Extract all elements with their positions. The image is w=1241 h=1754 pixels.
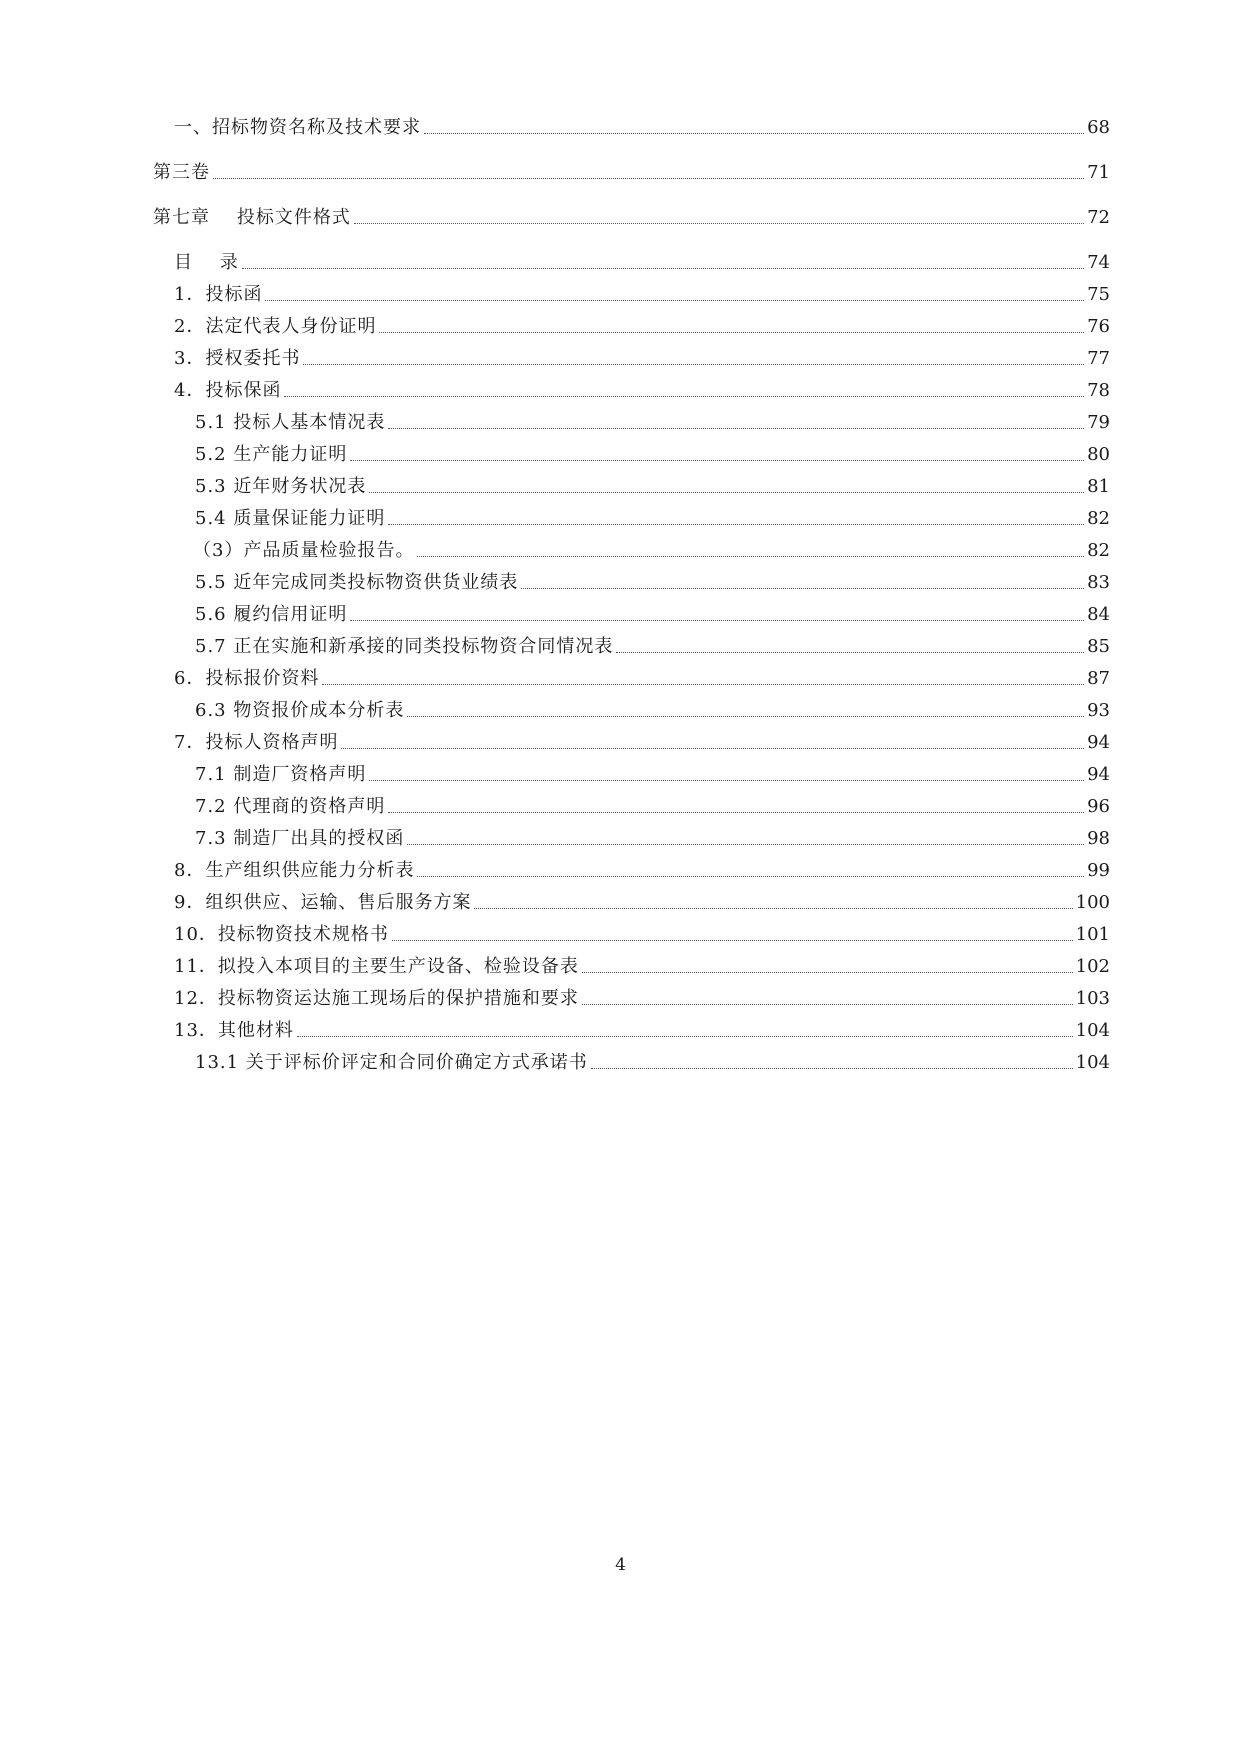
toc-entry-label: 12．投标物资运达施工现场后的保护措施和要求 — [174, 988, 579, 1009]
toc-leader — [388, 812, 1084, 813]
toc-entry-page: 94 — [1087, 764, 1110, 785]
toc-entry — [0, 202, 1241, 230]
toc-entry-page: 71 — [1087, 162, 1110, 183]
toc-entry-page: 75 — [1087, 284, 1110, 305]
toc-entry-label: 13.1 关于评标价评定和合同价确定方式承诺书 — [195, 1052, 588, 1073]
toc-leader — [521, 588, 1084, 589]
toc-entry-label: 11．拟投入本项目的主要生产设备、检验设备表 — [174, 956, 579, 977]
toc-entry — [0, 439, 1241, 467]
toc-link[interactable] — [195, 407, 1110, 435]
toc-entry-label: 5.2 生产能力证明 — [195, 444, 348, 465]
toc-entry-label: 5.1 投标人基本情况表 — [195, 412, 386, 433]
toc-entry-label: 8．生产组织供应能力分析表 — [174, 860, 415, 881]
toc-entry-page: 104 — [1075, 1052, 1110, 1073]
toc-leader — [417, 556, 1084, 557]
toc-link[interactable] — [195, 439, 1110, 467]
toc-link[interactable] — [195, 823, 1110, 851]
toc-entry — [0, 279, 1241, 307]
toc-entry-label: 5.7 正在实施和新承接的同类投标物资合同情况表 — [195, 636, 614, 657]
toc-entry-label: 第三卷 — [153, 162, 210, 183]
toc-entry — [0, 631, 1241, 659]
toc-link[interactable] — [174, 1015, 1110, 1043]
toc-entry-page: 102 — [1075, 956, 1110, 977]
toc-entry-label: 10．投标物资技术规格书 — [174, 924, 389, 945]
toc-entry-label: 目 录 — [174, 252, 239, 273]
toc-entry — [0, 599, 1241, 627]
toc-entry-label: 9．组织供应、运输、售后服务方案 — [174, 892, 472, 913]
toc-entry — [0, 1015, 1241, 1043]
toc-leader — [369, 780, 1084, 781]
toc-leader — [284, 396, 1084, 397]
toc-link[interactable] — [195, 759, 1110, 787]
toc-link[interactable] — [174, 375, 1110, 403]
toc-entry-page: 81 — [1087, 476, 1110, 497]
toc-entry-label: 7．投标人资格声明 — [174, 732, 339, 753]
toc-leader — [388, 428, 1084, 429]
toc-entry-page: 72 — [1087, 207, 1110, 228]
toc-leader — [582, 972, 1073, 973]
toc-entry — [0, 1047, 1241, 1075]
toc-entry — [0, 663, 1241, 691]
toc-entry — [0, 112, 1241, 140]
toc-link[interactable] — [174, 983, 1110, 1011]
toc-link[interactable] — [174, 887, 1110, 915]
toc-entry — [0, 567, 1241, 595]
toc-entry-page: 84 — [1087, 604, 1110, 625]
toc-entry — [0, 503, 1241, 531]
toc-entry-label: 2．法定代表人身份证明 — [174, 316, 377, 337]
toc-entry-page: 68 — [1087, 117, 1110, 138]
toc-link[interactable] — [174, 663, 1110, 691]
toc-entry-label: 5.3 近年财务状况表 — [195, 476, 367, 497]
toc-leader — [350, 460, 1084, 461]
toc-entry-page: 82 — [1087, 540, 1110, 561]
toc-entry — [0, 887, 1241, 915]
toc-link[interactable] — [174, 247, 1110, 275]
toc-link[interactable] — [195, 1047, 1110, 1075]
toc-link[interactable] — [195, 503, 1110, 531]
toc-leader — [582, 1004, 1073, 1005]
toc-link[interactable] — [195, 695, 1110, 723]
toc-leader — [392, 940, 1073, 941]
toc-entry — [0, 407, 1241, 435]
toc-leader — [474, 908, 1072, 909]
toc-entry-page: 96 — [1087, 796, 1110, 817]
toc-leader — [303, 364, 1084, 365]
toc-entry-page: 94 — [1087, 732, 1110, 753]
toc-entry — [0, 343, 1241, 371]
toc-leader — [322, 684, 1084, 685]
toc-entry-page: 99 — [1087, 860, 1110, 881]
toc-leader — [341, 748, 1084, 749]
toc-link[interactable] — [153, 202, 1110, 230]
toc-entry-page: 85 — [1087, 636, 1110, 657]
toc-entry-label: 4．投标保函 — [174, 380, 282, 401]
page-number: 4 — [615, 1555, 626, 1575]
toc-leader — [354, 223, 1084, 224]
toc-entry-page: 83 — [1087, 572, 1110, 593]
toc-leader — [417, 876, 1084, 877]
toc-entry-page: 77 — [1087, 348, 1110, 369]
toc-link[interactable] — [174, 311, 1110, 339]
toc-entry — [0, 535, 1241, 563]
toc-link[interactable] — [195, 631, 1110, 659]
toc-entry-page: 93 — [1087, 700, 1110, 721]
toc-link[interactable] — [195, 567, 1110, 595]
toc-entry-label: 7.2 代理商的资格声明 — [195, 796, 386, 817]
toc-entry — [0, 983, 1241, 1011]
toc-entry-page: 82 — [1087, 508, 1110, 529]
toc-entry-label: 6.3 物资报价成本分析表 — [195, 700, 405, 721]
toc-link[interactable] — [174, 919, 1110, 947]
toc-entry — [0, 919, 1241, 947]
toc-entry — [0, 791, 1241, 819]
toc-link[interactable] — [174, 727, 1110, 755]
toc-entry-page: 103 — [1075, 988, 1110, 1009]
toc-leader — [407, 716, 1084, 717]
toc-link[interactable] — [174, 343, 1110, 371]
toc-link[interactable] — [195, 599, 1110, 627]
toc-link[interactable] — [174, 951, 1110, 979]
toc-entry-page: 78 — [1087, 380, 1110, 401]
toc-entry-label: 第七章 投标文件格式 — [153, 207, 351, 228]
toc-entry-label: 5.4 质量保证能力证明 — [195, 508, 386, 529]
toc-leader — [369, 492, 1084, 493]
toc-entry-page: 76 — [1087, 316, 1110, 337]
toc-entry-label: 6．投标报价资料 — [174, 668, 320, 689]
toc-entry — [0, 695, 1241, 723]
toc-link[interactable] — [174, 855, 1110, 883]
toc-leader — [591, 1068, 1073, 1069]
toc-leader — [242, 268, 1084, 269]
toc-entry-page: 74 — [1087, 252, 1110, 273]
toc-entry-label: 7.1 制造厂资格声明 — [195, 764, 367, 785]
toc-entry — [0, 823, 1241, 851]
toc-entry — [0, 157, 1241, 185]
toc-entry — [0, 375, 1241, 403]
toc-entry-page: 100 — [1075, 892, 1110, 913]
toc-entry — [0, 727, 1241, 755]
toc-entry-label: 一、招标物资名称及技术要求 — [174, 117, 421, 138]
toc-link[interactable] — [195, 791, 1110, 819]
toc-entry-label: 1．投标函 — [174, 284, 263, 305]
toc-entry-label: 3．授权委托书 — [174, 348, 301, 369]
toc-leader — [407, 844, 1084, 845]
toc-leader — [213, 178, 1084, 179]
toc-entry-label: 5.6 履约信用证明 — [195, 604, 348, 625]
toc-entry-page: 101 — [1075, 924, 1110, 945]
toc-entry-label: 7.3 制造厂出具的授权函 — [195, 828, 405, 849]
toc-leader — [388, 524, 1084, 525]
toc-entry-label: 13．其他材料 — [174, 1020, 294, 1041]
toc-entry — [0, 471, 1241, 499]
toc-entry-page: 80 — [1087, 444, 1110, 465]
toc-entry-label: 5.5 近年完成同类投标物资供货业绩表 — [195, 572, 519, 593]
toc-link[interactable] — [153, 157, 1110, 185]
toc-entry-label: （3）产品质量检验报告。 — [193, 540, 415, 561]
toc-leader — [379, 332, 1084, 333]
toc-leader — [424, 133, 1084, 134]
toc-entry-page: 87 — [1087, 668, 1110, 689]
toc-entry — [0, 855, 1241, 883]
toc-entry — [0, 951, 1241, 979]
toc-entry-page: 104 — [1075, 1020, 1110, 1041]
toc-entry-page: 79 — [1087, 412, 1110, 433]
toc-entry-page: 98 — [1087, 828, 1110, 849]
toc-leader — [297, 1036, 1073, 1037]
toc-leader — [265, 300, 1084, 301]
toc-entry — [0, 247, 1241, 275]
toc-leader — [616, 652, 1084, 653]
toc-leader — [350, 620, 1084, 621]
toc-link[interactable] — [174, 112, 1110, 140]
toc-entry — [0, 759, 1241, 787]
toc-link[interactable] — [195, 471, 1110, 499]
toc-link[interactable] — [193, 535, 1110, 563]
toc-entry — [0, 311, 1241, 339]
toc-link[interactable] — [174, 279, 1110, 307]
